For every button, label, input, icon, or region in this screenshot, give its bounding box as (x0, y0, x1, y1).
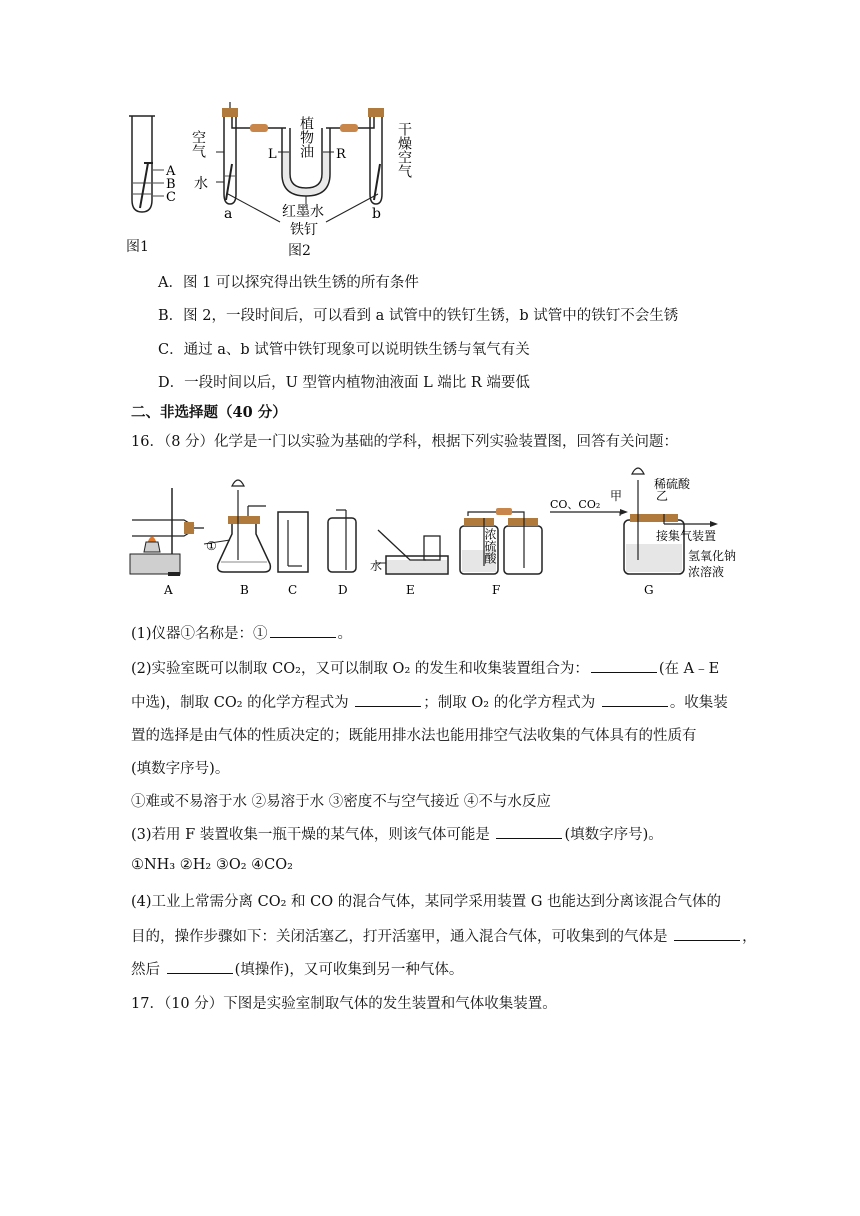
fig2-b-label: b (372, 206, 381, 222)
apparatus-naoh-label: 氢氧化钠 (688, 549, 737, 563)
apparatus-label-c: C (288, 583, 298, 597)
q16-part2-text-a: (2)实验室既可以制取 CO₂，又可以制取 O₂ 的发生和收集装置组合为： (131, 661, 589, 677)
q16-part3-text-end: (填数字序号)。 (564, 827, 663, 843)
q16-part4-text-c-end: (填操作)，又可收集到另一种气体。 (234, 962, 464, 978)
q16-part4-text-b: 目的，操作步骤如下：关闭活塞乙，打开活塞甲，通入混合气体，可收集到的气体是 (131, 929, 668, 945)
q16-apparatus-figure (124, 460, 737, 620)
option-a: A．图 1 可以探究得出铁生锈的所有条件 (158, 275, 419, 291)
fig2-a-label: a (224, 206, 233, 222)
q16-part2-choices: ①难或不易溶于水 ②易溶于水 ③密度不与空气接近 ④不与水反应 (131, 794, 551, 810)
q17-stem: 17．（10 分）下图是实验室制取气体的发生装置和气体收集装置。 (131, 996, 557, 1012)
apparatus-conc-solution-label: 浓溶液 (688, 565, 725, 579)
q16-part4-line2 (131, 925, 757, 946)
apparatus-conc-acid-label: 浓硫酸 (483, 528, 497, 564)
q16-part2-line1 (131, 657, 719, 678)
fig1-label-b: B (166, 177, 176, 192)
q16-part4-text-c: 然后 (131, 962, 160, 978)
apparatus-label-f: F (492, 583, 501, 597)
q16-part4-blank-1 (674, 928, 740, 941)
q16-part2-blank-2 (355, 694, 421, 707)
apparatus-label-a: A (164, 583, 173, 597)
q16-part2-text-a-end: (在 A﹣E (658, 661, 720, 677)
apparatus-label-d: D (338, 583, 348, 597)
apparatus-label-b: B (240, 583, 249, 597)
apparatus-jia-label: 甲 (610, 489, 623, 503)
fig2-oil-label: 植物油 (298, 116, 314, 158)
q16-part3-text: (3)若用 F 装置收集一瓶干燥的某气体，则该气体可能是 (131, 827, 490, 843)
figure-2-u-tube-apparatus (186, 104, 426, 256)
q16-part4-line3 (131, 958, 463, 979)
q16-part2-line2 (131, 691, 728, 712)
apparatus-circle-1: ① (206, 539, 217, 553)
apparatus-label-g: G (644, 583, 654, 597)
fig2-red-ink-label: 红墨水 (282, 204, 324, 220)
fig1-label-a: A (166, 164, 176, 179)
q16-part1-text: (1)仪器①名称是：① (131, 626, 268, 642)
q16-part2-blank-1 (591, 660, 657, 673)
q16-part3 (131, 823, 663, 844)
apparatus-collector-label: 接集气装置 (656, 529, 717, 543)
q16-part2-line3: 置的选择是由气体的性质决定的；既能用排水法也能用排空气法收集的气体具有的性质有 (131, 728, 697, 744)
fig2-air-label: 空气 (190, 130, 206, 158)
q16-part1: (1)仪器①名称是：① 。 (131, 626, 353, 642)
q16-part2-text-b2: ；制取 O₂ 的化学方程式为 (423, 695, 596, 711)
q16-part1-blank (270, 625, 336, 638)
fig2-r-label: R (336, 147, 346, 162)
figure-1-caption: 图1 (126, 239, 149, 255)
q16-part2-text-b3: 。收集装 (669, 695, 728, 711)
q16-part2-line4: (填数字序号)。 (131, 761, 230, 777)
q16-stem: 16．（8 分）化学是一门以实验为基础的学科，根据下列实验装置图，回答有关问题： (131, 434, 679, 450)
q16-part4-line1: (4)工业上常需分离 CO₂ 和 CO 的混合气体，某同学采用装置 G 也能达到分离该混合气体的 (131, 894, 722, 910)
apparatus-gas-in-label: CO、CO₂ (550, 498, 601, 511)
q16-part4-blank-2 (167, 961, 233, 974)
fig2-l-label: L (268, 147, 277, 162)
apparatus-yi-label: 乙 (656, 489, 669, 503)
option-d: D．一段时间以后，U 型管内植物油液面 L 端比 R 端要低 (158, 375, 530, 391)
q16-part3-choices: ①NH₃ ②H₂ ③O₂ ④CO₂ (131, 857, 293, 873)
fig2-nail-label: 铁钉 (290, 222, 318, 238)
fig2-water-label: 水 (194, 176, 208, 192)
apparatus-water-label: 水 (370, 559, 383, 573)
figure-2-caption: 图2 (288, 243, 311, 259)
fig1-label-c: C (166, 190, 176, 205)
q16-part2-blank-3 (602, 694, 668, 707)
apparatus-label-e: E (406, 583, 415, 597)
option-c: C．通过 a、b 试管中铁钉现象可以说明铁生锈与氧气有关 (158, 342, 530, 358)
q16-part3-blank (496, 826, 562, 839)
fig2-dry-air-label: 干燥空气 (396, 122, 412, 178)
q16-part4-text-b-end: ， (742, 929, 757, 945)
section-title: 二、非选择题（40 分） (131, 404, 287, 421)
q16-part2-text-b1: 中选)，制取 CO₂ 的化学方程式为 (131, 695, 349, 711)
option-b: B．图 2，一段时间后，可以看到 a 试管中的铁钉生锈，b 试管中的铁钉不会生锈 (158, 308, 679, 324)
apparatus-dilute-acid-label: 稀硫酸 (654, 477, 691, 491)
